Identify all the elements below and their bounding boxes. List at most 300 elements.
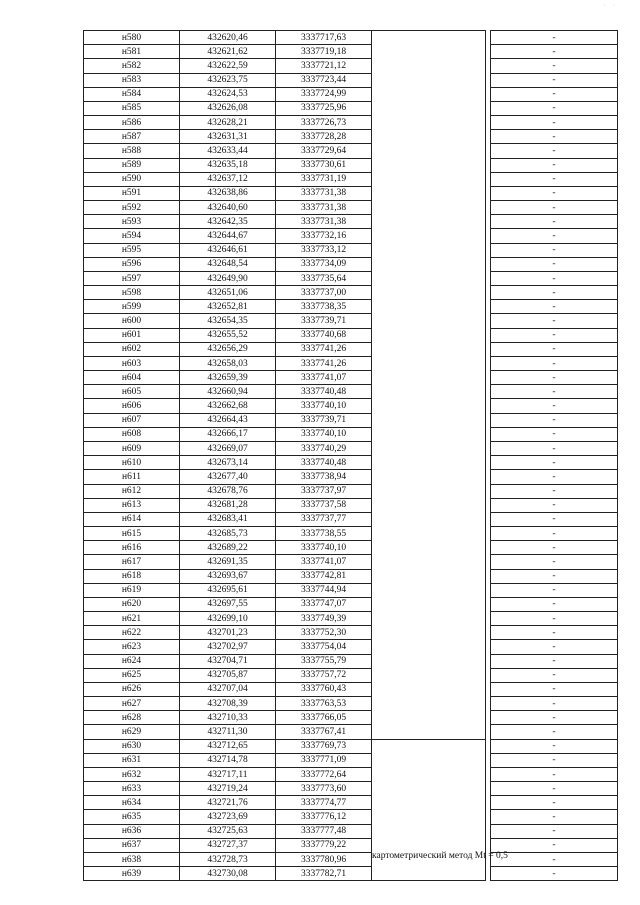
x-coordinate-cell: 432723,69 bbox=[180, 810, 276, 824]
x-coordinate-cell: 432685,73 bbox=[180, 527, 276, 541]
value-cell: - bbox=[491, 838, 618, 852]
y-coordinate-cell: 3337726,73 bbox=[276, 116, 372, 130]
value-cell: - bbox=[491, 413, 618, 427]
table-row bbox=[84, 753, 618, 767]
y-coordinate-cell: 3337738,35 bbox=[276, 300, 372, 314]
y-coordinate-cell: 3337723,44 bbox=[276, 73, 372, 87]
point-name-cell: н585 bbox=[84, 101, 180, 115]
coordinates-table-body bbox=[84, 31, 618, 881]
x-coordinate-cell: 432717,11 bbox=[180, 767, 276, 781]
point-name-cell: н586 bbox=[84, 116, 180, 130]
y-coordinate-cell: 3337740,10 bbox=[276, 541, 372, 555]
point-name-cell: н638 bbox=[84, 852, 180, 866]
table-row bbox=[84, 286, 618, 300]
x-coordinate-cell: 432666,17 bbox=[180, 427, 276, 441]
point-name-cell: н630 bbox=[84, 739, 180, 753]
table-row bbox=[84, 697, 618, 711]
value-cell: - bbox=[491, 101, 618, 115]
y-coordinate-cell: 3337744,94 bbox=[276, 583, 372, 597]
x-coordinate-cell: 432721,76 bbox=[180, 796, 276, 810]
table-row bbox=[84, 484, 618, 498]
x-coordinate-cell: 432642,35 bbox=[180, 215, 276, 229]
y-coordinate-cell: 3337731,38 bbox=[276, 215, 372, 229]
table-row bbox=[84, 215, 618, 229]
y-coordinate-cell: 3337730,61 bbox=[276, 158, 372, 172]
table-row bbox=[84, 725, 618, 739]
x-coordinate-cell: 432646,61 bbox=[180, 243, 276, 257]
point-name-cell: н589 bbox=[84, 158, 180, 172]
y-coordinate-cell: 3337737,77 bbox=[276, 512, 372, 526]
y-coordinate-cell: 3337741,07 bbox=[276, 555, 372, 569]
value-cell: - bbox=[491, 867, 618, 881]
value-cell: - bbox=[491, 668, 618, 682]
point-name-cell: н597 bbox=[84, 271, 180, 285]
table-row bbox=[84, 739, 618, 753]
point-name-cell: н634 bbox=[84, 796, 180, 810]
y-coordinate-cell: 3337733,12 bbox=[276, 243, 372, 257]
point-name-cell: н610 bbox=[84, 456, 180, 470]
y-coordinate-cell: 3337754,04 bbox=[276, 640, 372, 654]
value-cell: - bbox=[491, 541, 618, 555]
x-coordinate-cell: 432699,10 bbox=[180, 612, 276, 626]
table-row bbox=[84, 300, 618, 314]
y-coordinate-cell: 3337740,48 bbox=[276, 456, 372, 470]
x-coordinate-cell: 432626,08 bbox=[180, 101, 276, 115]
y-coordinate-cell: 3337724,99 bbox=[276, 87, 372, 101]
x-coordinate-cell: 432669,07 bbox=[180, 441, 276, 455]
table-row bbox=[84, 782, 618, 796]
x-coordinate-cell: 432659,39 bbox=[180, 371, 276, 385]
point-name-cell: н601 bbox=[84, 328, 180, 342]
point-name-cell: н633 bbox=[84, 782, 180, 796]
x-coordinate-cell: 432660,94 bbox=[180, 385, 276, 399]
table-row bbox=[84, 512, 618, 526]
table-row bbox=[84, 569, 618, 583]
x-coordinate-cell: 432683,41 bbox=[180, 512, 276, 526]
table-row bbox=[84, 541, 618, 555]
x-coordinate-cell: 432730,08 bbox=[180, 867, 276, 881]
table-row bbox=[84, 796, 618, 810]
point-name-cell: н636 bbox=[84, 824, 180, 838]
x-coordinate-cell: 432710,33 bbox=[180, 711, 276, 725]
value-cell: - bbox=[491, 555, 618, 569]
y-coordinate-cell: 3337738,94 bbox=[276, 470, 372, 484]
y-coordinate-cell: 3337763,53 bbox=[276, 697, 372, 711]
table-row bbox=[84, 413, 618, 427]
point-name-cell: н639 bbox=[84, 867, 180, 881]
table-row bbox=[84, 73, 618, 87]
y-coordinate-cell: 3337741,26 bbox=[276, 342, 372, 356]
y-coordinate-cell: 3337717,63 bbox=[276, 31, 372, 45]
table-row bbox=[84, 342, 618, 356]
point-name-cell: н581 bbox=[84, 45, 180, 59]
y-coordinate-cell: 3337741,07 bbox=[276, 371, 372, 385]
value-cell: - bbox=[491, 130, 618, 144]
point-name-cell: н600 bbox=[84, 314, 180, 328]
value-cell: - bbox=[491, 626, 618, 640]
point-name-cell: н611 bbox=[84, 470, 180, 484]
page-mark: · · bbox=[603, 3, 618, 9]
value-cell: - bbox=[491, 158, 618, 172]
x-coordinate-cell: 432664,43 bbox=[180, 413, 276, 427]
table-row bbox=[84, 456, 618, 470]
x-coordinate-cell: 432655,52 bbox=[180, 328, 276, 342]
y-coordinate-cell: 3337747,07 bbox=[276, 597, 372, 611]
value-cell: - bbox=[491, 498, 618, 512]
value-cell: - bbox=[491, 116, 618, 130]
x-coordinate-cell: 432652,81 bbox=[180, 300, 276, 314]
value-cell: - bbox=[491, 31, 618, 45]
table-row bbox=[84, 668, 618, 682]
point-name-cell: н623 bbox=[84, 640, 180, 654]
value-cell: - bbox=[491, 456, 618, 470]
point-name-cell: н602 bbox=[84, 342, 180, 356]
y-coordinate-cell: 3337757,72 bbox=[276, 668, 372, 682]
value-cell: - bbox=[491, 186, 618, 200]
x-coordinate-cell: 432677,40 bbox=[180, 470, 276, 484]
x-coordinate-cell: 432633,44 bbox=[180, 144, 276, 158]
table-row bbox=[84, 867, 618, 881]
table-row bbox=[84, 385, 618, 399]
table-row bbox=[84, 838, 618, 852]
point-name-cell: н628 bbox=[84, 711, 180, 725]
table-row bbox=[84, 654, 618, 668]
y-coordinate-cell: 3337740,10 bbox=[276, 399, 372, 413]
point-name-cell: н593 bbox=[84, 215, 180, 229]
point-name-cell: н609 bbox=[84, 441, 180, 455]
table-row bbox=[84, 810, 618, 824]
table-row bbox=[84, 144, 618, 158]
point-name-cell: н622 bbox=[84, 626, 180, 640]
x-coordinate-cell: 432649,90 bbox=[180, 271, 276, 285]
value-cell: - bbox=[491, 612, 618, 626]
x-coordinate-cell: 432678,76 bbox=[180, 484, 276, 498]
y-coordinate-cell: 3337739,71 bbox=[276, 413, 372, 427]
x-coordinate-cell: 432695,61 bbox=[180, 583, 276, 597]
value-cell: - bbox=[491, 512, 618, 526]
value-cell: - bbox=[491, 144, 618, 158]
y-coordinate-cell: 3337780,96 bbox=[276, 852, 372, 866]
value-cell: - bbox=[491, 45, 618, 59]
y-coordinate-cell: 3337771,09 bbox=[276, 753, 372, 767]
value-cell: - bbox=[491, 286, 618, 300]
value-cell: - bbox=[491, 569, 618, 583]
y-coordinate-cell: 3337739,71 bbox=[276, 314, 372, 328]
x-coordinate-cell: 432705,87 bbox=[180, 668, 276, 682]
table-row bbox=[84, 527, 618, 541]
value-cell: - bbox=[491, 300, 618, 314]
method-cell-upper bbox=[372, 31, 486, 740]
x-coordinate-cell: 432623,75 bbox=[180, 73, 276, 87]
point-name-cell: н608 bbox=[84, 427, 180, 441]
table-row bbox=[84, 229, 618, 243]
point-name-cell: н607 bbox=[84, 413, 180, 427]
value-cell: - bbox=[491, 314, 618, 328]
x-coordinate-cell: 432628,21 bbox=[180, 116, 276, 130]
y-coordinate-cell: 3337779,22 bbox=[276, 838, 372, 852]
y-coordinate-cell: 3337773,60 bbox=[276, 782, 372, 796]
value-cell: - bbox=[491, 470, 618, 484]
y-coordinate-cell: 3337740,10 bbox=[276, 427, 372, 441]
table-row bbox=[84, 371, 618, 385]
y-coordinate-cell: 3337731,38 bbox=[276, 186, 372, 200]
y-coordinate-cell: 3337731,38 bbox=[276, 201, 372, 215]
x-coordinate-cell: 432725,63 bbox=[180, 824, 276, 838]
x-coordinate-cell: 432714,78 bbox=[180, 753, 276, 767]
table-row bbox=[84, 31, 618, 45]
value-cell: - bbox=[491, 753, 618, 767]
point-name-cell: н599 bbox=[84, 300, 180, 314]
table-row bbox=[84, 45, 618, 59]
table-row bbox=[84, 87, 618, 101]
method-cell bbox=[372, 739, 508, 881]
value-cell: - bbox=[491, 697, 618, 711]
y-coordinate-cell: 3337725,96 bbox=[276, 101, 372, 115]
point-name-cell: н587 bbox=[84, 130, 180, 144]
value-cell: - bbox=[491, 810, 618, 824]
point-name-cell: н590 bbox=[84, 172, 180, 186]
point-name-cell: н624 bbox=[84, 654, 180, 668]
value-cell: - bbox=[491, 257, 618, 271]
value-cell: - bbox=[491, 59, 618, 73]
y-coordinate-cell: 3337740,48 bbox=[276, 385, 372, 399]
y-coordinate-cell: 3337782,71 bbox=[276, 867, 372, 881]
x-coordinate-cell: 432648,54 bbox=[180, 257, 276, 271]
point-name-cell: н591 bbox=[84, 186, 180, 200]
x-coordinate-cell: 432707,04 bbox=[180, 682, 276, 696]
value-cell: - bbox=[491, 725, 618, 739]
y-coordinate-cell: 3337772,64 bbox=[276, 767, 372, 781]
x-coordinate-cell: 432621,62 bbox=[180, 45, 276, 59]
point-name-cell: н613 bbox=[84, 498, 180, 512]
table-row bbox=[84, 116, 618, 130]
x-coordinate-cell: 432708,39 bbox=[180, 697, 276, 711]
x-coordinate-cell: 432644,67 bbox=[180, 229, 276, 243]
value-cell: - bbox=[491, 371, 618, 385]
x-coordinate-cell: 432637,12 bbox=[180, 172, 276, 186]
y-coordinate-cell: 3337721,12 bbox=[276, 59, 372, 73]
table-row bbox=[84, 767, 618, 781]
table-row bbox=[84, 711, 618, 725]
y-coordinate-cell: 3337776,12 bbox=[276, 810, 372, 824]
y-coordinate-cell: 3337719,18 bbox=[276, 45, 372, 59]
point-name-cell: н614 bbox=[84, 512, 180, 526]
y-coordinate-cell: 3337769,73 bbox=[276, 739, 372, 753]
y-coordinate-cell: 3337737,00 bbox=[276, 286, 372, 300]
point-name-cell: н596 bbox=[84, 257, 180, 271]
x-coordinate-cell: 432658,03 bbox=[180, 356, 276, 370]
point-name-cell: н612 bbox=[84, 484, 180, 498]
y-coordinate-cell: 3337728,28 bbox=[276, 130, 372, 144]
x-coordinate-cell: 432727,37 bbox=[180, 838, 276, 852]
table-row bbox=[84, 130, 618, 144]
x-coordinate-cell: 432693,67 bbox=[180, 569, 276, 583]
point-name-cell: н580 bbox=[84, 31, 180, 45]
y-coordinate-cell: 3337767,41 bbox=[276, 725, 372, 739]
value-cell: - bbox=[491, 796, 618, 810]
table-row bbox=[84, 612, 618, 626]
point-name-cell: н621 bbox=[84, 612, 180, 626]
coordinates-table bbox=[83, 30, 618, 881]
value-cell: - bbox=[491, 824, 618, 838]
table-row bbox=[84, 257, 618, 271]
y-coordinate-cell: 3337740,29 bbox=[276, 441, 372, 455]
value-cell: - bbox=[491, 654, 618, 668]
y-coordinate-cell: 3337777,48 bbox=[276, 824, 372, 838]
x-coordinate-cell: 432620,46 bbox=[180, 31, 276, 45]
table-row bbox=[84, 356, 618, 370]
table-row bbox=[84, 186, 618, 200]
x-coordinate-cell: 432651,06 bbox=[180, 286, 276, 300]
value-cell: - bbox=[491, 356, 618, 370]
value-cell: - bbox=[491, 271, 618, 285]
value-cell: - bbox=[491, 201, 618, 215]
value-cell: - bbox=[491, 342, 618, 356]
table-row bbox=[84, 101, 618, 115]
table-row bbox=[84, 583, 618, 597]
y-coordinate-cell: 3337766,05 bbox=[276, 711, 372, 725]
x-coordinate-cell: 432656,29 bbox=[180, 342, 276, 356]
point-name-cell: н617 bbox=[84, 555, 180, 569]
y-coordinate-cell: 3337740,68 bbox=[276, 328, 372, 342]
point-name-cell: н619 bbox=[84, 583, 180, 597]
x-coordinate-cell: 432711,30 bbox=[180, 725, 276, 739]
y-coordinate-cell: 3337732,16 bbox=[276, 229, 372, 243]
point-name-cell: н582 bbox=[84, 59, 180, 73]
point-name-cell: н603 bbox=[84, 356, 180, 370]
table-row bbox=[84, 201, 618, 215]
value-cell: - bbox=[491, 87, 618, 101]
value-cell: - bbox=[491, 597, 618, 611]
value-cell: - bbox=[491, 399, 618, 413]
x-coordinate-cell: 432702,97 bbox=[180, 640, 276, 654]
value-cell: - bbox=[491, 583, 618, 597]
value-cell: - bbox=[491, 328, 618, 342]
point-name-cell: н635 bbox=[84, 810, 180, 824]
x-coordinate-cell: 432654,35 bbox=[180, 314, 276, 328]
value-cell: - bbox=[491, 441, 618, 455]
value-cell: - bbox=[491, 484, 618, 498]
table-row bbox=[84, 158, 618, 172]
table-row bbox=[84, 314, 618, 328]
point-name-cell: н627 bbox=[84, 697, 180, 711]
value-cell: - bbox=[491, 739, 618, 753]
x-coordinate-cell: 432719,24 bbox=[180, 782, 276, 796]
point-name-cell: н632 bbox=[84, 767, 180, 781]
point-name-cell: н629 bbox=[84, 725, 180, 739]
y-coordinate-cell: 3337755,79 bbox=[276, 654, 372, 668]
table-row bbox=[84, 498, 618, 512]
y-coordinate-cell: 3337734,09 bbox=[276, 257, 372, 271]
value-cell: - bbox=[491, 782, 618, 796]
x-coordinate-cell: 432712,65 bbox=[180, 739, 276, 753]
point-name-cell: н595 bbox=[84, 243, 180, 257]
table-row bbox=[84, 427, 618, 441]
table-row bbox=[84, 682, 618, 696]
table-row bbox=[84, 172, 618, 186]
value-cell: - bbox=[491, 767, 618, 781]
table-row bbox=[84, 470, 618, 484]
y-coordinate-cell: 3337738,55 bbox=[276, 527, 372, 541]
value-cell: - bbox=[491, 640, 618, 654]
value-cell: - bbox=[491, 243, 618, 257]
point-name-cell: н584 bbox=[84, 87, 180, 101]
point-name-cell: н605 bbox=[84, 385, 180, 399]
table-row bbox=[84, 59, 618, 73]
x-coordinate-cell: 432622,59 bbox=[180, 59, 276, 73]
x-coordinate-cell: 432640,60 bbox=[180, 201, 276, 215]
value-cell: - bbox=[491, 172, 618, 186]
x-coordinate-cell: 432697,55 bbox=[180, 597, 276, 611]
point-name-cell: н598 bbox=[84, 286, 180, 300]
y-coordinate-cell: 3337749,39 bbox=[276, 612, 372, 626]
x-coordinate-cell: 432689,22 bbox=[180, 541, 276, 555]
x-coordinate-cell: 432638,86 bbox=[180, 186, 276, 200]
point-name-cell: н583 bbox=[84, 73, 180, 87]
table-row bbox=[84, 852, 618, 866]
point-name-cell: н616 bbox=[84, 541, 180, 555]
y-coordinate-cell: 3337731,19 bbox=[276, 172, 372, 186]
table-row bbox=[84, 399, 618, 413]
y-coordinate-cell: 3337741,26 bbox=[276, 356, 372, 370]
table-row bbox=[84, 555, 618, 569]
x-coordinate-cell: 432624,53 bbox=[180, 87, 276, 101]
point-name-cell: н620 bbox=[84, 597, 180, 611]
y-coordinate-cell: 3337760,43 bbox=[276, 682, 372, 696]
point-name-cell: н592 bbox=[84, 201, 180, 215]
table-row bbox=[84, 243, 618, 257]
value-cell: - bbox=[491, 682, 618, 696]
table-row bbox=[84, 824, 618, 838]
point-name-cell: н631 bbox=[84, 753, 180, 767]
point-name-cell: н618 bbox=[84, 569, 180, 583]
y-coordinate-cell: 3337737,58 bbox=[276, 498, 372, 512]
y-coordinate-cell: 3337729,64 bbox=[276, 144, 372, 158]
point-name-cell: н625 bbox=[84, 668, 180, 682]
x-coordinate-cell: 432691,35 bbox=[180, 555, 276, 569]
value-cell: - bbox=[491, 385, 618, 399]
method-text: картометрический метод Mt = 0,5 bbox=[372, 850, 508, 861]
y-coordinate-cell: 3337742,81 bbox=[276, 569, 372, 583]
point-name-cell: н626 bbox=[84, 682, 180, 696]
y-coordinate-cell: 3337752,30 bbox=[276, 626, 372, 640]
point-name-cell: н606 bbox=[84, 399, 180, 413]
y-coordinate-cell: 3337737,97 bbox=[276, 484, 372, 498]
x-coordinate-cell: 432631,31 bbox=[180, 130, 276, 144]
table-row bbox=[84, 271, 618, 285]
y-coordinate-cell: 3337735,64 bbox=[276, 271, 372, 285]
table-row bbox=[84, 626, 618, 640]
x-coordinate-cell: 432673,14 bbox=[180, 456, 276, 470]
x-coordinate-cell: 432635,18 bbox=[180, 158, 276, 172]
value-cell: - bbox=[491, 711, 618, 725]
value-cell: - bbox=[491, 427, 618, 441]
x-coordinate-cell: 432701,23 bbox=[180, 626, 276, 640]
point-name-cell: н615 bbox=[84, 527, 180, 541]
y-coordinate-cell: 3337774,77 bbox=[276, 796, 372, 810]
table-row bbox=[84, 328, 618, 342]
point-name-cell: н588 bbox=[84, 144, 180, 158]
x-coordinate-cell: 432662,68 bbox=[180, 399, 276, 413]
point-name-cell: н604 bbox=[84, 371, 180, 385]
value-cell: - bbox=[491, 229, 618, 243]
table-row bbox=[84, 597, 618, 611]
table-row bbox=[84, 441, 618, 455]
point-name-cell: н594 bbox=[84, 229, 180, 243]
point-name-cell: н637 bbox=[84, 838, 180, 852]
value-cell: - bbox=[491, 852, 618, 866]
x-coordinate-cell: 432728,73 bbox=[180, 852, 276, 866]
